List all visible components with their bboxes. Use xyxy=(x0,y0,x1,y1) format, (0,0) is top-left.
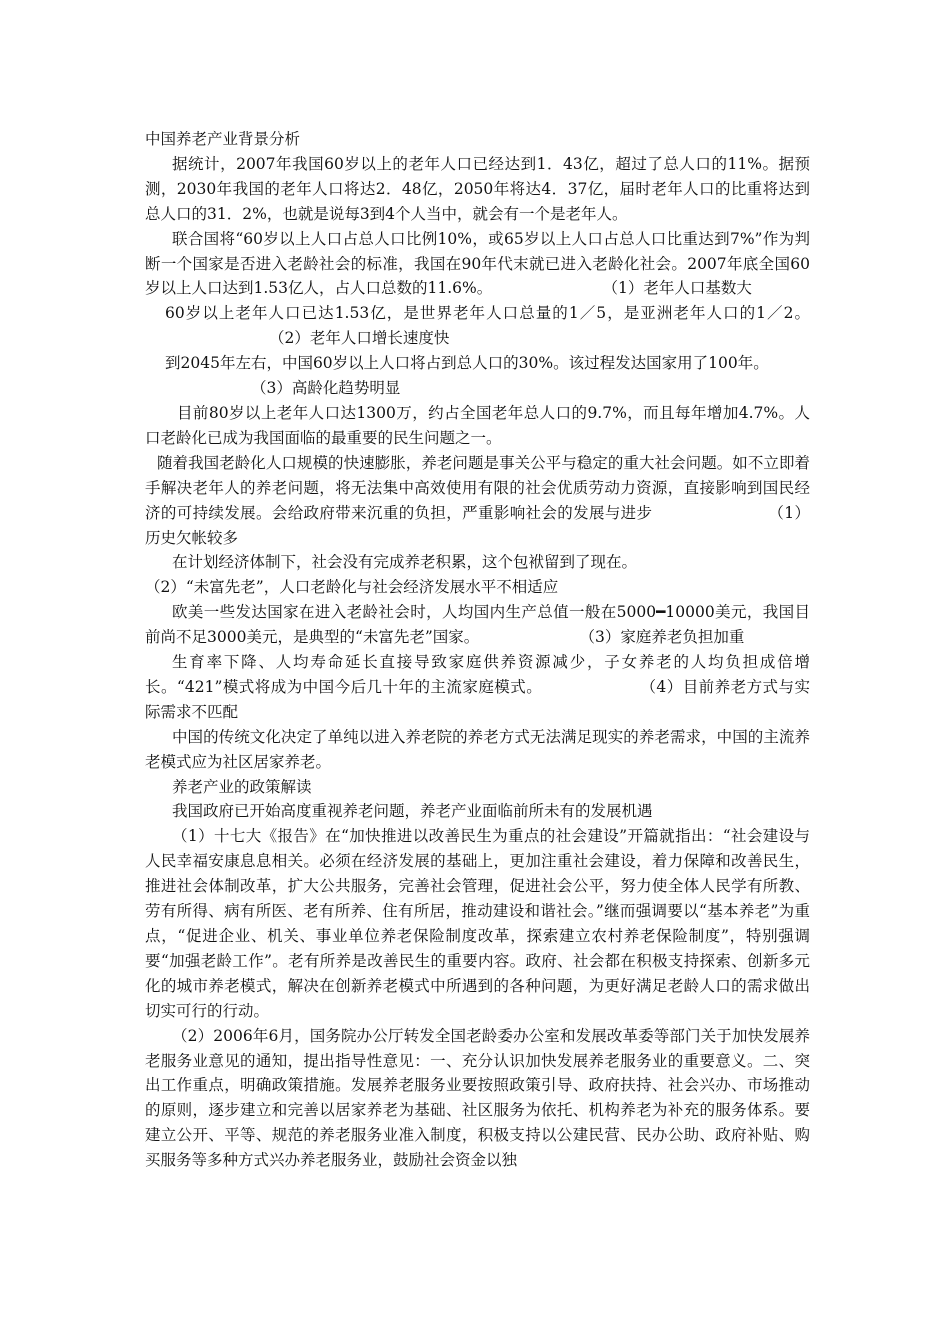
paragraph-policy-intro: 我国政府已开始高度重视养老问题，养老产业面临前所未有的发展机遇 xyxy=(172,802,653,821)
paragraph-stats: 据统计，2007年我国60岁以上的老年人口已经达到1．43亿，超过了总人口的11%。据预测，2030年我国的老年人口将达2．48亿，2050年将达4．37亿，届时老年人口的比重将达到总人口的31．2%，也就是说每3到4个人当中，就会有一个是老年人。 xyxy=(145,154,810,223)
heading-not-rich: （2）“未富先老”，人口老龄化与社会经济发展水平不相适应 xyxy=(145,578,559,597)
paragraph-un-standard-text: 联合国将“60岁以上人口占总人口比例10%，或65岁以上人口占总人口比重达到7%”作为判断一个国家是否进入老龄社会的标准，我国在90年代末就已进入老龄化社会。2007年底全国60岁以上人口达到1.53亿人，占人口总数的11.6%。 xyxy=(145,229,810,298)
heading-growth-fast: （2）老年人口增长速度快 xyxy=(269,329,450,348)
paragraph-base-text: 60岁以上老年人口已达1.53亿，是世界老年人口总量的1／5，是亚洲老年人口的1／2。 xyxy=(165,304,810,323)
paragraph-impact-text: 随着我国老龄化人口规模的快速膨胀，养老问题是事关公平与稳定的重大社会问题。如不立即着手解决老年人的养老问题，将无法集中高效使用有限的社会优质劳动力资源，直接影响到国民经济的可持续发展。会给政府带来沉重的负担，严重影响社会的发展与进步 xyxy=(145,453,810,522)
paragraph-mismatch: 中国的传统文化决定了单纯以进入养老院的养老方式无法满足现实的养老需求，中国的主流养老模式应为社区居家养老。 xyxy=(145,727,810,771)
heading-base-large: （1）老年人口基数大 xyxy=(610,279,752,298)
paragraph-aging: 目前80岁以上老年人口达1300万，约占全国老年总人口的9.7%，而且每年增加4.7%。人口老龄化已成为我国面临的最重要的民生问题之一。 xyxy=(145,403,810,447)
document-body xyxy=(145,127,810,1173)
paragraph-impact xyxy=(145,451,810,551)
paragraph-17th-congress: （1）十七大《报告》在“加快推进以改善民生为重点的社会建设”开篇就指出：“社会建设与人民幸福安康息息相关。必须在经济发展的基础上，更加注重社会建设，着力保障和改善民生，推进社会体制改革，扩大公共服务，完善社会管理，促进社会公平，努力使全体人民学有所教、劳有所得、病有所医、老有所养、住有所居，推动建设和谐社会。”继而强调要以“基本养老”为重点，“促进企业、机关、事业单位养老保险制度改革，探索建立农村养老保险制度”，特别强调要“加强老龄工作”。老有所养是改善民生的重要内容。政府、社会都在积极支持探索、创新多元化的城市养老模式，解决在创新养老模式中所遇到的各种问题，为更好满足老龄人口的需求做出切实可行的行动。 xyxy=(145,827,810,1020)
heading-family-burden: （3）家庭养老负担加重 xyxy=(587,628,745,647)
heading-history-debt: （1）历史欠帐较多 xyxy=(145,503,810,547)
paragraph-history: 在计划经济体制下，社会没有完成养老积累，这个包袱留到了现在。 xyxy=(172,553,638,572)
paragraph-state-council: （2）2006年6月，国务院办公厅转发全国老龄委办公室和发展改革委等部门关于加快发展养老服务业意见的通知，提出指导性意见：一、充分认识加快发展养老服务业的重要意义。二、突出工作重点，明确政策措施。发展养老服务业要按照政策引导、政府扶持、社会兴办、市场推动的原则，逐步建立和完善以居家养老为基础、社区服务为依托、机构养老为补充的服务体系。要建立公开、平等、规范的养老服务业准入制度，积极支持以公建民营、民办公助、政府补贴、购买服务等多种方式兴办养老服务业，鼓励社会资金以独 xyxy=(145,1026,810,1170)
paragraph-growth: 到2045年左右，中国60岁以上人口将占到总人口的30%。该过程发达国家用了100年。 xyxy=(165,354,769,373)
paragraph-not-rich-text: 欧美一些发达国家在进入老龄社会时，人均国内生产总值一般在5000━10000美元，我国目前尚不足3000美元，是典型的“未富先老”国家。 xyxy=(145,603,810,647)
paragraph-family-text: 生育率下降、人均寿命延长直接导致家庭供养资源减少，子女养老的人均负担成倍增长。“421”模式将成为中国今后几十年的主流家庭模式。 xyxy=(145,653,810,696)
heading-mismatch: （4）目前养老方式与实际需求不匹配 xyxy=(145,677,810,721)
paragraph-un-standard xyxy=(145,227,810,302)
paragraph-not-rich xyxy=(145,600,810,650)
paragraph-base xyxy=(145,301,810,351)
paragraph-family xyxy=(145,650,810,725)
document-title: 中国养老产业背景分析 xyxy=(145,130,301,148)
heading-aging-trend: （3）高龄化趋势明显 xyxy=(251,379,401,398)
heading-policy: 养老产业的政策解读 xyxy=(172,777,312,796)
